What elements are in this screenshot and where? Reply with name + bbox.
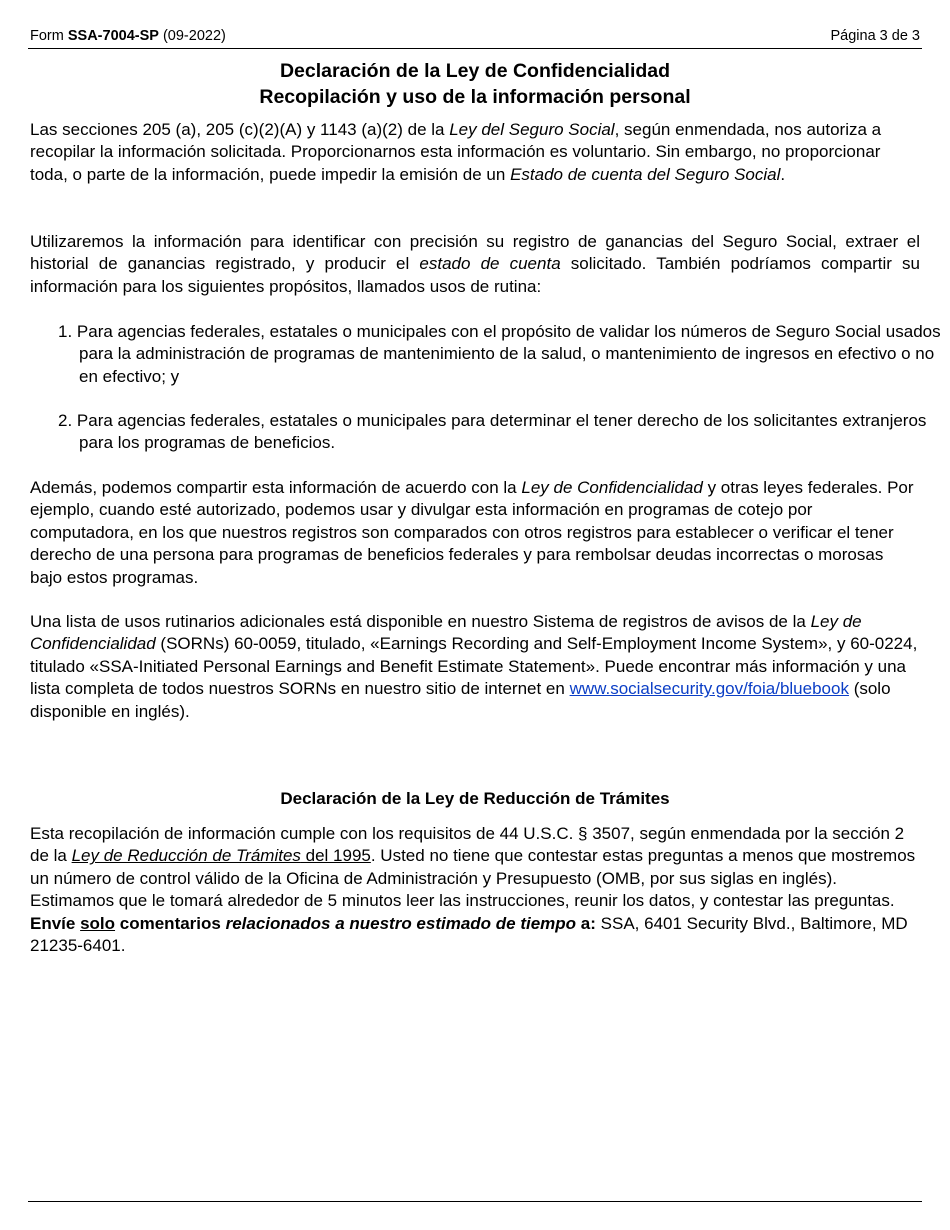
bluebook-link[interactable]: www.socialsecurity.gov/foia/bluebook	[569, 679, 849, 699]
paperwork-act-reference: Ley de Reducción de Trámites del 1995	[71, 846, 371, 866]
only-emphasis: solo	[80, 913, 116, 933]
law-reference: Ley del Seguro Social	[449, 120, 615, 139]
law-reference: Ley de Confidencialidad	[30, 612, 862, 654]
page-header	[30, 28, 920, 48]
list-item: 2. Para agencias federales, estatales o municipales para determinar el tener derecho de los solicitantes extranjeros para los programas de beneficios.	[58, 411, 927, 453]
page-number: Página 3 de 3	[830, 28, 920, 44]
privacy-act-subtitle: Recopilación y uso de la información personal	[259, 86, 691, 108]
form-identifier	[30, 28, 226, 44]
form-date: (09-2022)	[158, 28, 226, 44]
privacy-paragraph-1: Las secciones 205 (a), 205 (c)(2)(A) y 1143 (a)(2) de la Ley del Seguro Social, según enmendada, nos autoriza a recopilar la información solicitada. Proporcionarnos esta información es voluntario. Sin embargo, no proporcionar toda, o parte de la información, puede impedir la emisión de un Estado de cuenta del Seguro Social.	[30, 120, 882, 184]
privacy-paragraph-3: Además, podemos compartir esta información de acuerdo con la Ley de Confidencialidad y otras leyes federales. Por ejemplo, cuando esté autorizado, podemos usar y divulgar esta información en programas de cotejo por computadora, en los que nuestros registros son comparados con otros registros para establecer o verificar el tener derecho de una persona para programas de beneficios federales y para rembolsar deudas incorrectas o morosas bajo estos programas.	[30, 478, 914, 587]
form-prefix: Form	[30, 28, 68, 44]
law-reference: Ley de Confidencialidad	[521, 478, 703, 497]
privacy-act-title: Declaración de la Ley de Confidencialidad	[279, 60, 671, 82]
paperwork-act-title: Declaración de la Ley de Reducción de Trámites	[280, 789, 670, 808]
header-divider	[28, 48, 922, 49]
paperwork-paragraph: Esta recopilación de información cumple con los requisitos de 44 U.S.C. § 3507, según enmendada por la sección 2 de la Ley de Reducción de Trámites del 1995. Usted no tiene que contestar estas preguntas a menos que mostremos un número de control válido de la Oficina de Administración y Presupuesto (OMB, por sus siglas en inglés). Estimamos que le tomará alrededor de 5 minutos leer las instrucciones, reunir los datos, y contestar las preguntas. Envíe solo comentarios relacionados a nuestro estimado de tiempo a: SSA, 6401 Security Blvd., Baltimore, MD 21235-6401.	[30, 824, 916, 956]
footer-divider	[28, 1201, 922, 1202]
statement-reference: Estado de cuenta del Seguro Social	[510, 164, 781, 184]
statement-reference: estado de cuenta	[419, 254, 561, 274]
privacy-paragraph-4: Una lista de usos rutinarios adicionales está disponible en nuestro Sistema de registros de avisos de la Ley de Confidencialidad (SORNs) 60-0059, titulado, «Earnings Recording and Self-Employment Income System», y 60-0224, titulado «SSA-Initiated Personal Earnings and Benefit Estimate Statement». Puede encontrar más información y una lista completa de todos nuestros SORNs en nuestro sitio de internet en www.socialsecurity.gov/foia/bluebook (solo disponible en inglés).	[30, 612, 918, 721]
mailing-address: SSA, 6401 Security Blvd., Baltimore, MD 21235-6401.	[30, 913, 908, 956]
list-item: 1. Para agencias federales, estatales o municipales con el propósito de validar los números de Seguro Social usados para la administración de programas de mantenimiento de la salud, o mantenimiento de ingresos en efectivo o no en efectivo; y	[58, 322, 941, 386]
form-number: SSA-7004-SP	[67, 28, 159, 44]
privacy-paragraph-2: Utilizaremos la información para identificar con precisión su registro de ganancias del Seguro Social, extraer el historial de ganancias registrado, y producir el estado de cuenta solicitado. También podríamos compartir su información para los siguientes propósitos, llamados usos de rutina:	[30, 232, 920, 296]
